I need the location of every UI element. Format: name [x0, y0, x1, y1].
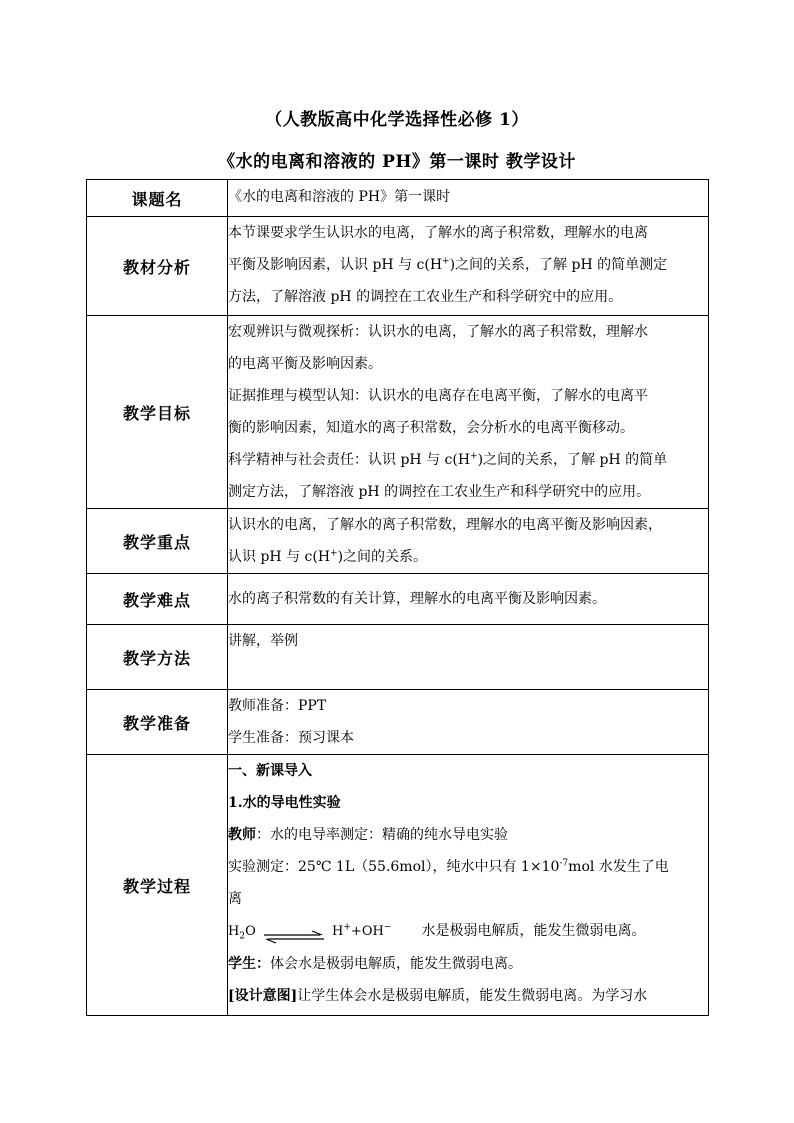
content-goals — [228, 316, 709, 509]
row-preparation — [87, 690, 709, 755]
goals-p1-l1: 宏观辨识与微观探析：认识水的电离，了解水的离子积常数，理解水 — [228, 324, 648, 340]
preparation-student: 学生准备：预习课本 — [228, 730, 354, 746]
process-subsection-heading: 1.水的导电性实验 — [228, 795, 341, 811]
label-goals: 教学目标 — [87, 316, 228, 509]
content-key-points — [228, 509, 709, 574]
row-methods — [87, 625, 709, 690]
preparation-teacher: 教师准备：PPT — [228, 698, 327, 714]
row-process — [87, 755, 709, 1016]
document-title: 《水的电离和溶液的 PH》第一课时 教学设计 — [218, 152, 576, 172]
label-difficulties: 教学难点 — [87, 574, 228, 625]
label-process: 教学过程 — [87, 755, 228, 1016]
document-subtitle: （人教版高中化学选择性必修 1） — [265, 110, 529, 130]
goals-p3-l2: 测定方法，了解溶液 pH 的调控在工农业生产和科学研究中的应用。 — [228, 484, 651, 500]
material-line-3: 方法，了解溶液 pH 的调控在工农业生产和科学研究中的应用。 — [228, 289, 623, 305]
content-process — [228, 755, 709, 1016]
process-measure-line: 实验测定：25℃ 1L（55.6mol），纯水中只有 $1\times 10^{-7}mol$ 水发生了电 — [228, 858, 669, 875]
row-goals — [87, 316, 709, 509]
goals-p2-l2: 衡的影响因素，知道水的离子积常数，会分析水的电离平衡移动。 — [228, 420, 634, 436]
equilibrium-arrow-icon — [262, 925, 326, 939]
process-measure-line-2: 离 — [228, 891, 242, 907]
content-topic — [228, 180, 709, 217]
content-material — [228, 217, 709, 316]
row-material — [87, 217, 709, 316]
process-student-line: 学生：体会水是极弱电解质，能发生微弱电离。 — [228, 956, 522, 972]
lesson-plan-table — [86, 179, 709, 1016]
process-design-line: [设计意图]让学生体会水是极弱电解质，能发生微弱电离。为学习水 — [228, 988, 648, 1004]
row-topic — [87, 180, 709, 217]
key-points-line-1: 认识水的电离，了解水的离子积常数，理解水的电离平衡及影响因素， — [228, 517, 662, 533]
label-preparation: 教学准备 — [87, 690, 228, 755]
label-key-points: 教学重点 — [87, 509, 228, 574]
material-line-2: 平衡及影响因素，认识 pH 与 c(H+)之间的关系，了解 pH 的简单测定 — [228, 256, 668, 273]
content-difficulties — [228, 574, 709, 625]
process-equation-line: $H_2O$ H++OH− 水是极弱电解质，能发生微弱电离。 — [228, 922, 646, 942]
process-section-heading: 一、新课导入 — [228, 763, 312, 779]
content-preparation — [228, 690, 709, 755]
goals-p2-l1: 证据推理与模型认知：认识水的电离存在电离平衡，了解水的电离平 — [228, 388, 648, 404]
difficulties-text: 水的离子积常数的有关计算，理解水的电离平衡及影响因素。 — [228, 591, 606, 607]
label-topic: 课题名 — [87, 180, 228, 217]
goals-p3-l1: 科学精神与社会责任：认识 pH 与 c(H+)之间的关系，了解 pH 的简单 — [228, 451, 668, 468]
topic-text: 《水的电离和溶液的 PH》第一课时 — [228, 189, 451, 205]
material-line-1: 本节课要求学生认识水的电离，了解水的离子积常数，理解水的电离 — [228, 225, 648, 241]
label-material: 教材分析 — [87, 217, 228, 316]
key-points-line-2: 认识 pH 与 c(H+)之间的关系。 — [228, 548, 428, 565]
row-difficulties — [87, 574, 709, 625]
methods-text: 讲解，举例 — [228, 633, 298, 649]
content-methods — [228, 625, 709, 690]
label-methods: 教学方法 — [87, 625, 228, 690]
process-teacher-line: 教师：水的电导率测定：精确的纯水导电实验 — [228, 827, 508, 843]
row-key-points — [87, 509, 709, 574]
goals-p1-l2: 的电离平衡及影响因素。 — [228, 356, 382, 372]
